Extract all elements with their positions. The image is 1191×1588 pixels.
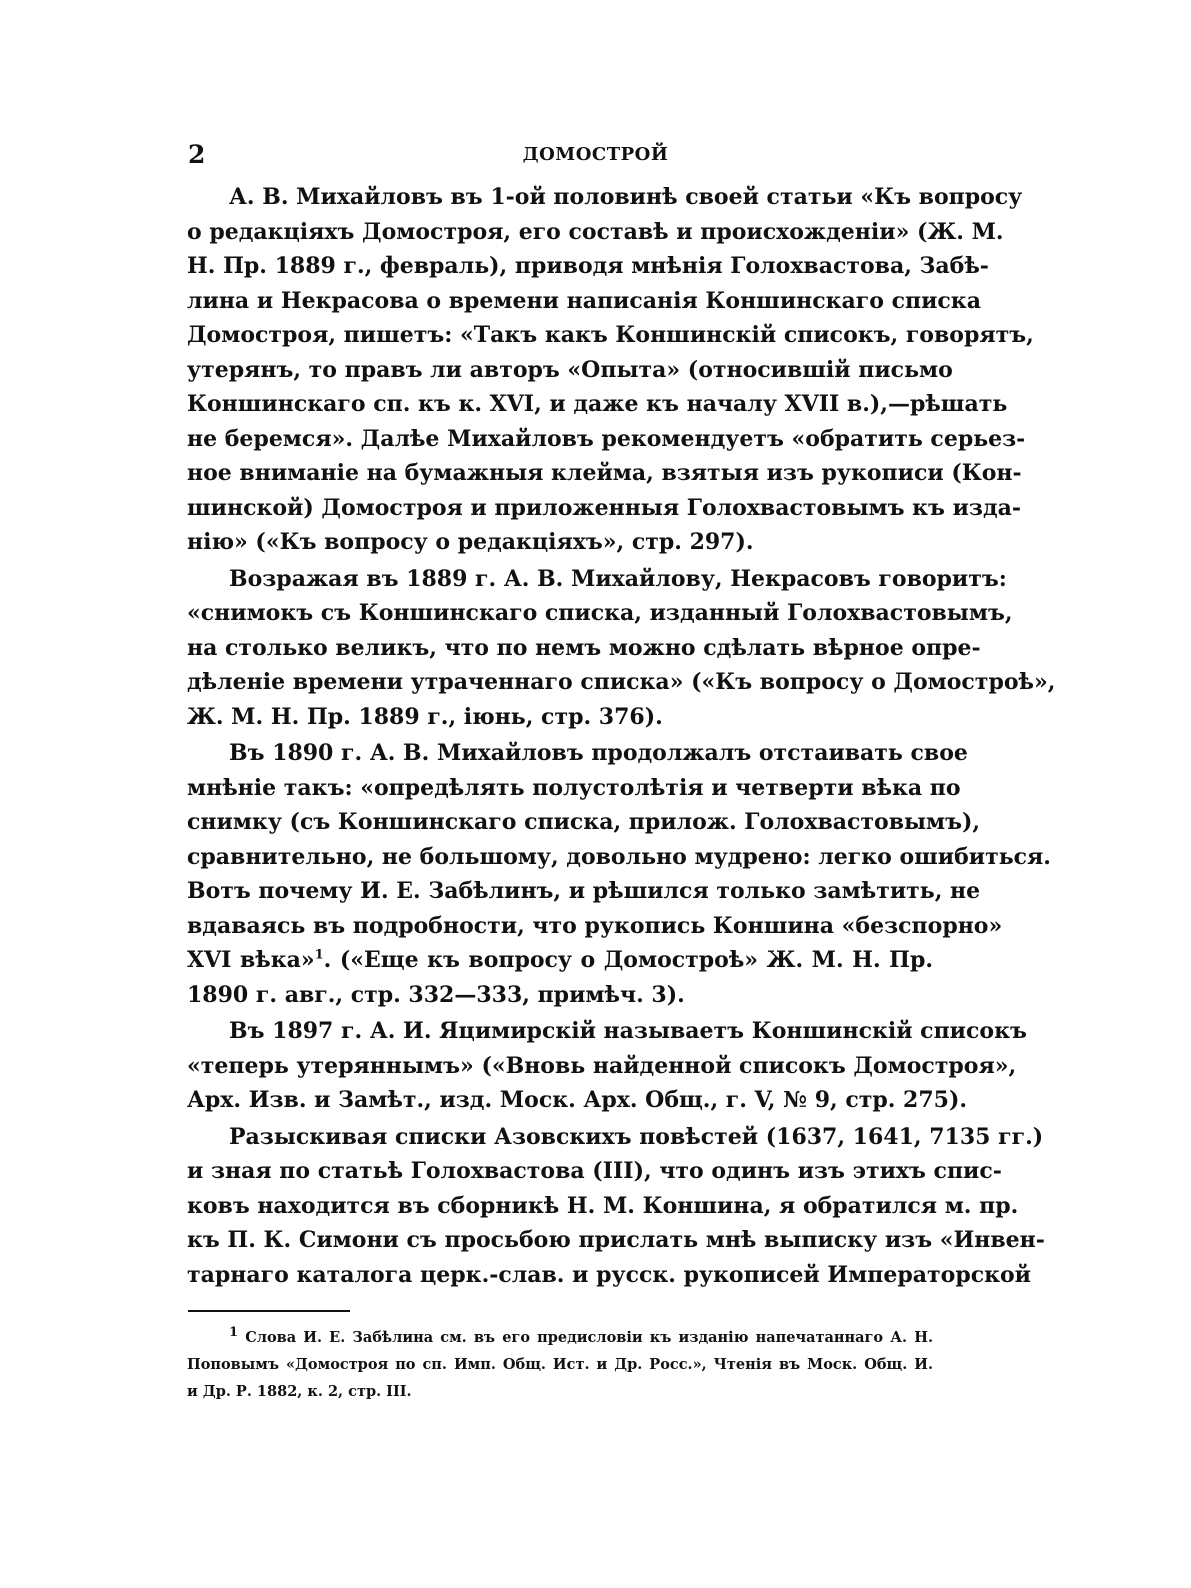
text-line: Возражая въ 1889 г. А. В. Михайлову, Некрасовъ говоритъ:: [229, 565, 1007, 592]
text-line: Арх. Изв. и Замѣт., изд. Моск. Арх. Общ., г. V, № 9, стр. 275).: [187, 1087, 968, 1113]
text-line: дѣленіе времени утраченнаго списка» («Къ вопросу о Домостроѣ»,: [187, 669, 1056, 695]
text-line: тарнаго каталога церк.-слав. и русск. рукописей Императорской: [187, 1261, 1031, 1288]
footnote-ref: 1: [314, 947, 324, 963]
paragraph-1: [187, 180, 1034, 560]
paragraph-3: [187, 736, 1051, 1012]
footnote-marker: 1: [229, 1325, 239, 1341]
text-line-with-footnote-ref: [187, 943, 933, 978]
footnote-line: Поповымъ «Домостроя по сп. Имп. Общ. Ист. и Др. Росс.», Чтенія въ Моск. Общ. И.: [187, 1356, 933, 1373]
running-title: ДОМОСТРОЙ: [522, 144, 669, 165]
text-line: на столько великъ, что по немъ можно сдѣлать вѣрное опре-: [187, 634, 981, 661]
text-line: Домостроя, пишетъ: «Такъ какъ Коншинскій списокъ, говорятъ,: [187, 322, 1034, 348]
text-line: сравнительно, не большому, довольно мудрено: легко ошибиться.: [187, 843, 1051, 870]
text-line: Вотъ почему И. Е. Забѣлинъ, и рѣшился только замѣтить, не: [187, 878, 981, 904]
footnotes: [187, 1324, 933, 1405]
paragraph-5: [187, 1120, 1045, 1293]
text-line: «теперь утеряннымъ» («Вновь найденной списокъ Домостроя»,: [187, 1052, 1017, 1079]
text-line: нію» («Къ вопросу о редакціяхъ», стр. 297).: [187, 529, 754, 555]
text-line: и зная по статьѣ Голохвастова (III), что одинъ изъ этихъ спис-: [187, 1158, 1002, 1184]
text-line: вдаваясь въ подробности, что рукопись Коншина «безспорно»: [187, 912, 1003, 939]
text-line: къ П. К. Симони съ просьбою прислать мнѣ выписку изъ «Инвен-: [187, 1227, 1045, 1253]
page-number: 2: [188, 140, 206, 169]
footnote-divider: [188, 1310, 350, 1312]
text-segment: . («Еще къ вопросу о Домостроѣ» Ж. М. Н. Пр.: [323, 947, 933, 973]
text-line: снимку (съ Коншинскаго списка, прилож. Голохвастовымъ),: [187, 809, 981, 835]
text-line: Ж. М. Н. Пр. 1889 г., іюнь, стр. 376).: [187, 703, 663, 730]
text-line: «снимокъ съ Коншинскаго списка, изданный Голохвастовымъ,: [187, 600, 1013, 626]
text-line: А. В. Михайловъ въ 1-ой половинѣ своей статьи «Къ вопросу: [229, 184, 1023, 210]
footnote-line: и Др. Р. 1882, к. 2, стр. III.: [187, 1383, 412, 1400]
text-line: шинской) Домостроя и приложенныя Голохвастовымъ къ изда-: [187, 494, 1021, 521]
text-segment: XVI вѣка»: [187, 947, 315, 973]
text-line: утерянъ, то правъ ли авторъ «Опыта» (относившій письмо: [187, 356, 953, 383]
text-line: Въ 1897 г. А. И. Яцимирскій называетъ Коншинскій списокъ: [229, 1018, 1027, 1044]
body-text: [187, 180, 1056, 1294]
text-line: мнѣніе такъ: «опредѣлять полустолѣтія и четверти вѣка по: [187, 774, 961, 801]
text-line: Въ 1890 г. А. В. Михайловъ продолжалъ отстаивать свое: [229, 740, 968, 766]
text-segment: Слова И. Е. Забѣлина см. въ его предисловіи къ изданію напечатаннаго А. Н.: [245, 1329, 933, 1346]
footnote-line: [187, 1324, 933, 1351]
paragraph-2: [187, 562, 1056, 735]
text-line: ное вниманіе на бумажныя клейма, взятыя изъ рукописи (Кон-: [187, 460, 1022, 486]
text-line: лина и Некрасова о времени написанія Коншинскаго списка: [187, 287, 981, 314]
text-line: о редакціяхъ Домостроя, его составѣ и происхожденіи» (Ж. М.: [187, 218, 1004, 245]
text-line: Разыскивая списки Азовскихъ повѣстей (1637, 1641, 7135 гг.): [229, 1123, 1044, 1150]
text-line: Коншинскаго сп. къ к. XVI, и даже къ началу XVII в.),—рѣшать: [187, 391, 1008, 417]
text-line: не беремся». Далѣе Михайловъ рекомендуетъ «обратить серьез-: [187, 425, 1026, 452]
text-line: Н. Пр. 1889 г., февраль), приводя мнѣнія Голохвастова, Забѣ-: [187, 253, 989, 279]
text-line: 1890 г. авг., стр. 332—333, примѣч. 3).: [187, 981, 685, 1008]
paragraph-4: [187, 1014, 1027, 1118]
text-line: ковъ находится въ сборникѣ Н. М. Коншина, я обратился м. пр.: [187, 1192, 1019, 1219]
